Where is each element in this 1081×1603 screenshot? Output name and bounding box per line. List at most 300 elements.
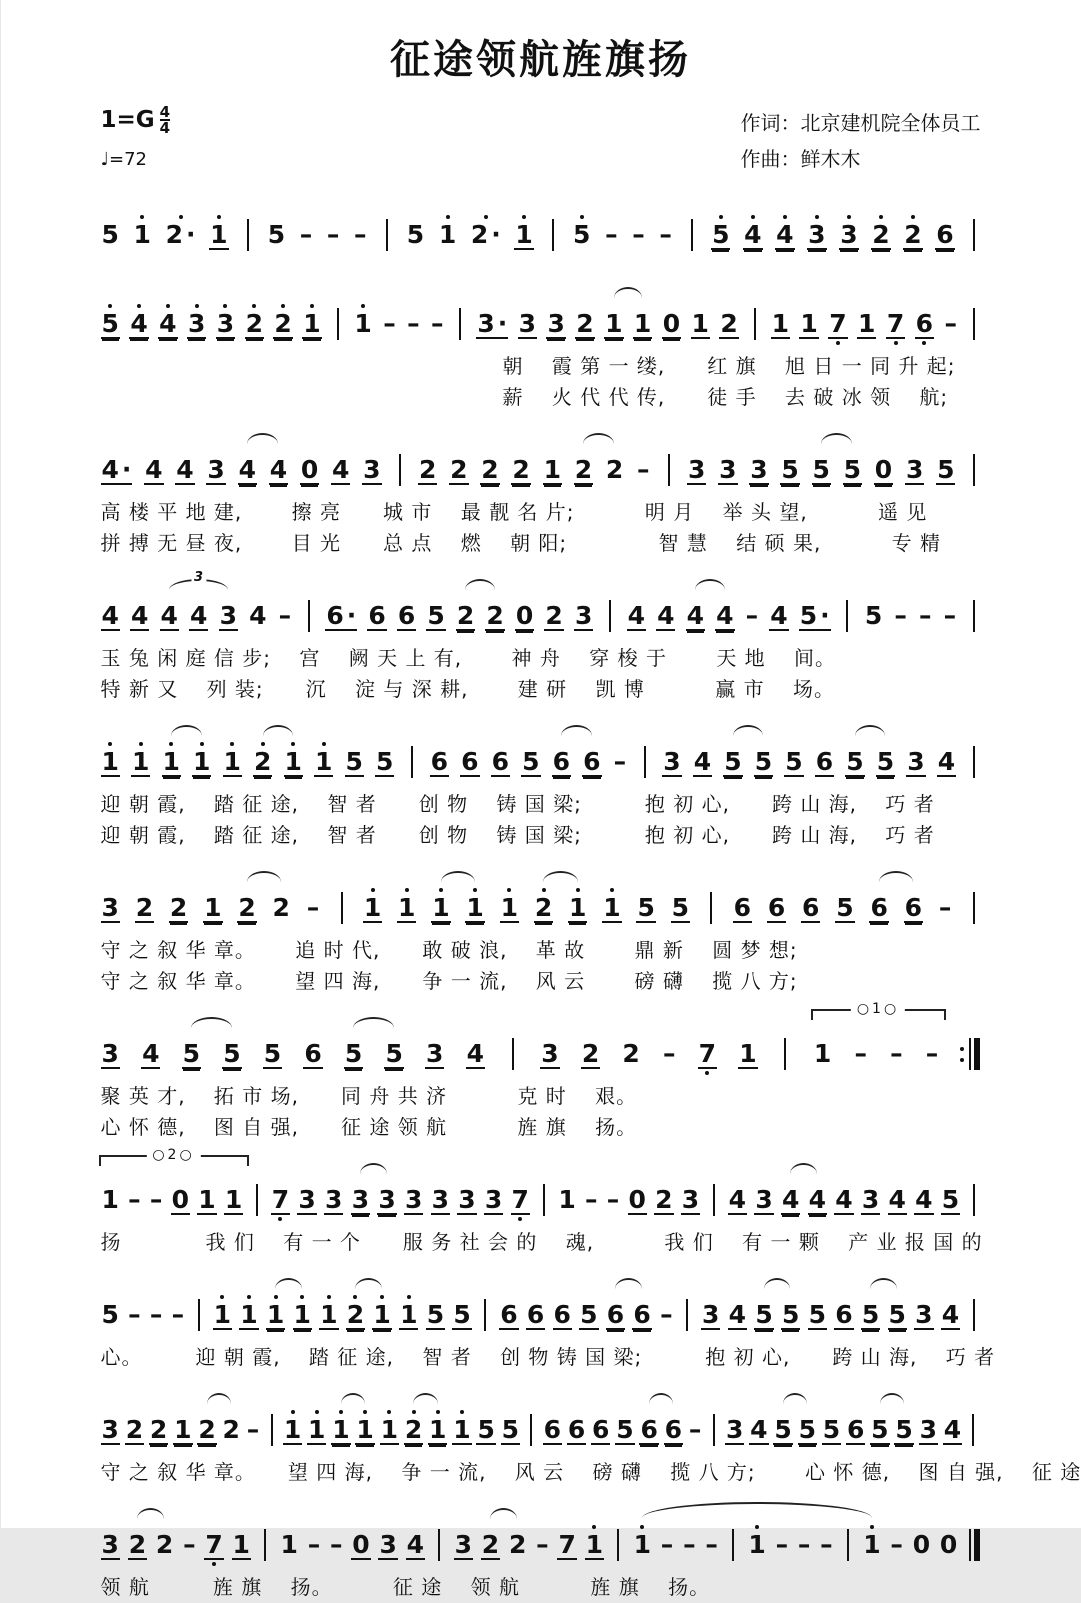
note-digit: 3	[755, 1185, 773, 1214]
dash-prolong	[127, 1288, 142, 1339]
sheet-music-page	[1, 0, 1081, 1599]
note	[575, 297, 594, 350]
octave-dot	[518, 1217, 522, 1221]
note	[452, 1288, 471, 1341]
slur-arc	[695, 579, 725, 590]
note-digit: 3	[750, 455, 768, 484]
note	[175, 443, 194, 496]
note-digit: 5	[376, 747, 394, 776]
slur-arc	[247, 433, 278, 444]
notation-row	[101, 864, 981, 935]
note-digit: –	[925, 1039, 939, 1068]
note-digit: 6	[846, 1415, 865, 1444]
note-digit: 0	[939, 1530, 958, 1559]
note	[941, 1173, 960, 1226]
note-digit: 2	[128, 1530, 147, 1559]
octave-dot	[719, 215, 723, 219]
note	[738, 1027, 757, 1080]
note	[426, 589, 445, 642]
note-digit: 1	[691, 309, 709, 338]
barline	[331, 297, 344, 351]
slur-arc	[355, 1278, 382, 1289]
barline	[251, 1173, 264, 1227]
note	[481, 1518, 500, 1571]
note	[351, 1173, 370, 1226]
note-digit: –	[820, 1530, 833, 1559]
lyric-line-1: 心。 迎 朝 霞, 踏 征 途, 智 者 创 物 铸 国 梁; 抱 初 心, 跨 山 海, 巧 者	[100, 1345, 996, 1369]
note-digit: 2	[450, 455, 468, 484]
note-digit: 3	[861, 1185, 880, 1214]
dash-prolong	[682, 1518, 697, 1569]
note-digit: 6	[904, 893, 923, 922]
note	[272, 881, 291, 932]
note-digit: 5	[812, 455, 830, 484]
note-digit: 3	[187, 309, 206, 338]
note-digit: 7	[271, 1185, 290, 1214]
augmentation-dot: ·	[491, 220, 501, 249]
note-digit: –	[246, 1415, 260, 1444]
note	[767, 881, 786, 934]
note	[476, 297, 508, 350]
note-digit: 6	[936, 220, 954, 249]
dash-prolong	[430, 297, 445, 348]
note	[861, 1288, 880, 1341]
note-digit: 1	[283, 1415, 302, 1444]
octave-dot	[310, 304, 314, 308]
note	[267, 208, 286, 259]
note-digit: 7	[829, 309, 847, 338]
dash-prolong	[658, 208, 673, 259]
note-digit: 4	[130, 309, 148, 338]
note	[465, 881, 484, 934]
note-digit: 2	[545, 601, 563, 630]
octave-dot	[278, 1217, 282, 1221]
note-digit: 5	[755, 1300, 773, 1329]
note-digit: 5	[876, 747, 895, 776]
note-digit: 3	[219, 601, 237, 630]
augmentation-dot: ·	[121, 455, 132, 484]
note	[128, 1518, 147, 1571]
note	[572, 208, 591, 259]
note-digit: 1	[266, 1300, 285, 1329]
note	[372, 1288, 391, 1341]
octave-dot	[460, 1410, 464, 1414]
note	[425, 1027, 444, 1080]
octave-dot	[223, 304, 227, 308]
octave-dot	[281, 304, 285, 308]
note	[567, 1403, 586, 1456]
note-digit: 1	[132, 747, 150, 776]
note-digit: 3	[426, 1039, 444, 1068]
note	[664, 1403, 683, 1456]
barline	[638, 735, 651, 789]
note-digit: 3	[541, 1039, 559, 1068]
note	[574, 443, 593, 496]
lyric-line-1: 守 之 叙 华 章。 望 四 海, 争 一 流, 风 云 磅 礴 揽 八 方; 心 怀 德, 图 自 强, 征 途	[100, 1460, 1081, 1484]
rest-note	[171, 1173, 190, 1226]
note	[101, 208, 120, 259]
music-system-11	[101, 1501, 981, 1603]
barline	[393, 443, 406, 497]
note	[543, 1403, 562, 1456]
note-digit: 1	[429, 1415, 447, 1444]
barline	[967, 1403, 980, 1457]
note-digit: 4	[657, 601, 675, 630]
octave-dot	[436, 1410, 440, 1414]
note	[399, 1288, 418, 1341]
note-digit: 5	[580, 1300, 598, 1329]
octave-dot	[339, 1410, 343, 1414]
note	[813, 1027, 832, 1078]
note-digit: 1	[543, 455, 561, 484]
note	[476, 1403, 495, 1456]
barline	[662, 443, 675, 497]
note-digit: 2	[272, 893, 290, 922]
lyricist-credit: 作词：北京建机院全体员工	[740, 111, 981, 135]
note-digit: 3	[725, 1415, 744, 1444]
note-digit: 3	[351, 1185, 370, 1214]
note-digit: 5	[785, 747, 803, 776]
note-digit: 5	[101, 309, 119, 338]
note-digit: 5	[453, 1300, 471, 1329]
tempo-marking: ♩=72	[100, 149, 147, 170]
note	[101, 589, 120, 642]
dash-prolong	[171, 1288, 186, 1339]
slur-arc	[880, 1393, 904, 1404]
lyric-line-2: 薪 火 代 代 传, 徒 手 去 破 冰 领 航;	[502, 385, 949, 409]
note-digit: 4	[686, 601, 704, 630]
note-digit: 5	[671, 893, 690, 922]
note	[101, 297, 120, 350]
note	[501, 1403, 520, 1456]
augmentation-dot: ·	[185, 220, 196, 249]
note-digit: 1	[213, 1300, 231, 1329]
octave-dot	[300, 1295, 304, 1299]
note	[886, 297, 905, 350]
rest-note	[912, 1518, 931, 1569]
barline	[603, 589, 616, 643]
note-digit: –	[149, 1185, 163, 1214]
note	[224, 1173, 243, 1226]
note-digit: 4	[943, 1415, 962, 1444]
note-digit: 5	[836, 893, 854, 922]
note-digit: 6	[500, 1300, 518, 1329]
note	[418, 443, 437, 496]
note-digit: –	[128, 1300, 141, 1329]
note	[784, 735, 803, 788]
note-digit: 3	[907, 747, 925, 776]
note-digit: 5	[616, 1415, 634, 1444]
note-digit: 1	[204, 893, 222, 922]
note-digit: 5	[861, 1300, 880, 1329]
note-digit: 1	[558, 1185, 576, 1214]
slur-arc	[171, 725, 202, 736]
key-label: 1=G	[100, 107, 155, 133]
note-digit: 6	[543, 1415, 562, 1444]
note-digit: 5	[712, 220, 730, 249]
dash-prolong	[299, 208, 314, 259]
note	[189, 589, 208, 642]
dash-prolong	[662, 1027, 677, 1078]
note	[718, 443, 737, 496]
note-digit: –	[705, 1530, 718, 1559]
note-digit: 1	[101, 747, 119, 776]
note	[355, 1403, 374, 1456]
note-digit: 0	[352, 1530, 370, 1559]
note	[888, 1288, 907, 1341]
note	[101, 1403, 120, 1456]
note-digit: 1	[771, 309, 789, 338]
note-digit: 4	[716, 601, 734, 630]
note	[749, 1403, 768, 1456]
octave-dot	[140, 215, 144, 219]
note-digit: 6	[815, 747, 834, 776]
note-digit: 5	[822, 1415, 841, 1444]
note	[568, 881, 587, 934]
music-system-6	[101, 864, 981, 997]
key-signature	[101, 105, 171, 135]
note	[749, 443, 768, 496]
note-digit: –	[585, 1185, 598, 1214]
note-digit: 4	[770, 601, 788, 630]
barline	[612, 1518, 625, 1572]
note-digit: 3	[808, 220, 826, 249]
note-digit: –	[632, 220, 645, 249]
octave-dot	[507, 888, 511, 892]
note	[869, 881, 888, 934]
slur-arc	[441, 871, 475, 882]
note-digit: 2	[720, 309, 738, 338]
lyric-line-2: 守 之 叙 华 章。 望 四 海, 争 一 流, 风 云 磅 礴 揽 八 方;	[100, 969, 798, 993]
note	[324, 1173, 343, 1226]
note	[216, 297, 235, 350]
note	[557, 1518, 576, 1571]
note-digit: 1	[400, 1300, 418, 1329]
note-digit: 6	[835, 1300, 853, 1329]
octave-dot	[166, 304, 170, 308]
dash-prolong	[246, 1403, 261, 1454]
note	[460, 735, 479, 788]
note-digit: 7	[558, 1530, 576, 1559]
note-digit: 3	[101, 893, 119, 922]
note	[363, 881, 382, 934]
note-digit: 3	[702, 1300, 720, 1329]
barline	[546, 208, 559, 262]
note-digit: 2	[245, 309, 263, 338]
note-digit: 5	[426, 1300, 445, 1329]
octave-dot	[371, 888, 375, 892]
note-digit: 2	[155, 1530, 174, 1559]
note	[633, 1518, 652, 1569]
rest-note	[874, 443, 893, 496]
note-digit: –	[606, 1185, 620, 1214]
note-digit: 6	[526, 1300, 545, 1329]
note	[621, 1027, 640, 1078]
note-digit: 6	[368, 601, 386, 630]
note	[165, 208, 197, 259]
note-digit: 3	[101, 1039, 119, 1068]
note-digit: 1	[863, 1530, 881, 1559]
barline	[454, 297, 467, 351]
note-digit: –	[660, 1300, 673, 1329]
note-digit: 4	[888, 1185, 906, 1214]
ending-bracket	[99, 1147, 249, 1166]
note-digit: 1	[284, 747, 302, 776]
barline	[406, 735, 419, 789]
note	[197, 1173, 216, 1226]
note	[574, 589, 593, 642]
note	[484, 1173, 503, 1226]
dash-prolong	[149, 1173, 164, 1224]
slur-arc	[821, 433, 852, 444]
note-digit: 4	[937, 747, 956, 776]
note	[540, 1027, 559, 1080]
note-digit: 4	[941, 1300, 960, 1329]
note	[905, 443, 924, 496]
note	[604, 297, 623, 350]
note-digit: 5	[263, 1039, 282, 1068]
note	[822, 1403, 841, 1456]
octave-dot	[139, 742, 143, 746]
dash-prolong	[606, 1173, 621, 1224]
note-digit: 5	[427, 601, 445, 630]
octave-dot	[169, 742, 173, 746]
note	[557, 1173, 576, 1224]
note	[101, 1288, 120, 1339]
barline	[967, 297, 980, 351]
note-digit: –	[688, 1415, 702, 1444]
note-digit: 4	[744, 220, 762, 249]
note	[936, 443, 955, 496]
octave-dot	[592, 1525, 596, 1529]
slur-arc	[870, 1278, 897, 1289]
barline	[779, 1027, 792, 1081]
note-digit: 1	[633, 309, 652, 338]
note-digit: 5	[385, 1039, 403, 1068]
note	[919, 1403, 938, 1456]
note-digit: –	[890, 1039, 903, 1068]
note	[158, 297, 177, 350]
note-digit: 6	[461, 747, 479, 776]
slur-arc	[614, 287, 642, 298]
octave-dot	[412, 1410, 416, 1414]
note	[671, 881, 690, 934]
note-digit: 1	[303, 309, 321, 338]
note-digit: 2 ·	[165, 220, 196, 249]
note	[780, 443, 799, 496]
octave-dot	[137, 304, 141, 308]
note-digit: 1	[800, 309, 818, 338]
barline	[841, 1518, 854, 1572]
lyric-line-1: 守 之 叙 华 章。 追 时 代, 敢 破 浪, 革 故 鼎 新 圆 梦 想;	[100, 938, 798, 962]
note-digit: 4	[728, 1185, 747, 1214]
note	[169, 881, 188, 934]
note-digit: 2	[534, 893, 553, 922]
note	[835, 881, 854, 934]
note-digit: 1	[101, 1185, 119, 1214]
note	[914, 1288, 933, 1341]
note	[615, 1403, 634, 1456]
slur-arc	[855, 725, 885, 736]
note	[888, 1173, 907, 1226]
barline	[967, 735, 980, 789]
octave-dot	[783, 215, 787, 219]
note-digit: –	[307, 1530, 321, 1559]
note-digit: 4	[750, 1415, 768, 1444]
barline	[707, 1403, 720, 1457]
lyric-line-1: 高 楼 平 地 建, 擦 亮 城 市 最 靓 名 片; 明 月 举 头 望, 遥 见	[100, 500, 928, 524]
octave-dot	[610, 888, 614, 892]
note	[160, 589, 179, 642]
note	[723, 735, 742, 788]
slur-arc	[360, 1163, 387, 1174]
note-digit: 7	[205, 1530, 223, 1559]
dash-prolong	[584, 1173, 599, 1224]
note	[715, 589, 734, 642]
barline	[380, 208, 393, 262]
slur-arc	[879, 871, 913, 882]
note-digit: –	[605, 220, 618, 249]
note	[245, 297, 264, 350]
note	[725, 1403, 744, 1456]
note	[430, 735, 449, 788]
note-digit: 6	[664, 1415, 683, 1444]
slur-arc	[790, 1163, 817, 1174]
note-digit: –	[745, 601, 759, 630]
note	[654, 1173, 673, 1226]
note-digit: 5	[895, 1415, 913, 1444]
note	[480, 443, 499, 496]
note	[438, 208, 457, 259]
note	[130, 589, 149, 642]
note	[173, 1403, 192, 1456]
note-digit: 5	[477, 1415, 495, 1444]
note	[319, 1288, 338, 1341]
note-digit: 3	[378, 1185, 396, 1214]
note	[639, 1403, 658, 1456]
note-digit: 4	[406, 1530, 425, 1559]
note	[384, 1027, 403, 1080]
octave-dot	[640, 1525, 644, 1529]
note	[870, 1403, 889, 1456]
note-digit: 3	[101, 1530, 119, 1559]
lyric-line-2: 迎 朝 霞, 踏 征 途, 智 者 创 物 铸 国 梁; 抱 初 心, 跨 山 海, 巧 者	[100, 823, 935, 847]
note-digit: 0	[171, 1185, 190, 1214]
note-digit: 0	[515, 601, 534, 630]
time-signature-bottom: 4	[159, 119, 171, 137]
octave-dot	[230, 742, 234, 746]
note	[466, 1027, 485, 1080]
note-digit: 3	[458, 1185, 476, 1214]
note	[754, 1173, 773, 1226]
note-digit: 3 ·	[477, 309, 508, 338]
note-digit: –	[613, 747, 627, 776]
note	[266, 1288, 285, 1341]
credits-block	[741, 105, 981, 177]
note-digit: 2	[574, 455, 593, 484]
note	[426, 1288, 445, 1341]
lyric-line-2: 心 怀 德, 图 自 强, 征 途 领 航 旌 旗 扬。	[100, 1115, 638, 1139]
octave-dot	[247, 1295, 251, 1299]
note-digit: 2	[605, 455, 624, 484]
dash-prolong	[660, 1518, 675, 1569]
note	[799, 297, 818, 350]
note-digit: 6	[567, 1415, 586, 1444]
note-digit: 2	[346, 1300, 365, 1329]
note-digit: 6	[640, 1415, 658, 1444]
octave-dot	[405, 888, 409, 892]
music-system-1	[101, 191, 981, 262]
